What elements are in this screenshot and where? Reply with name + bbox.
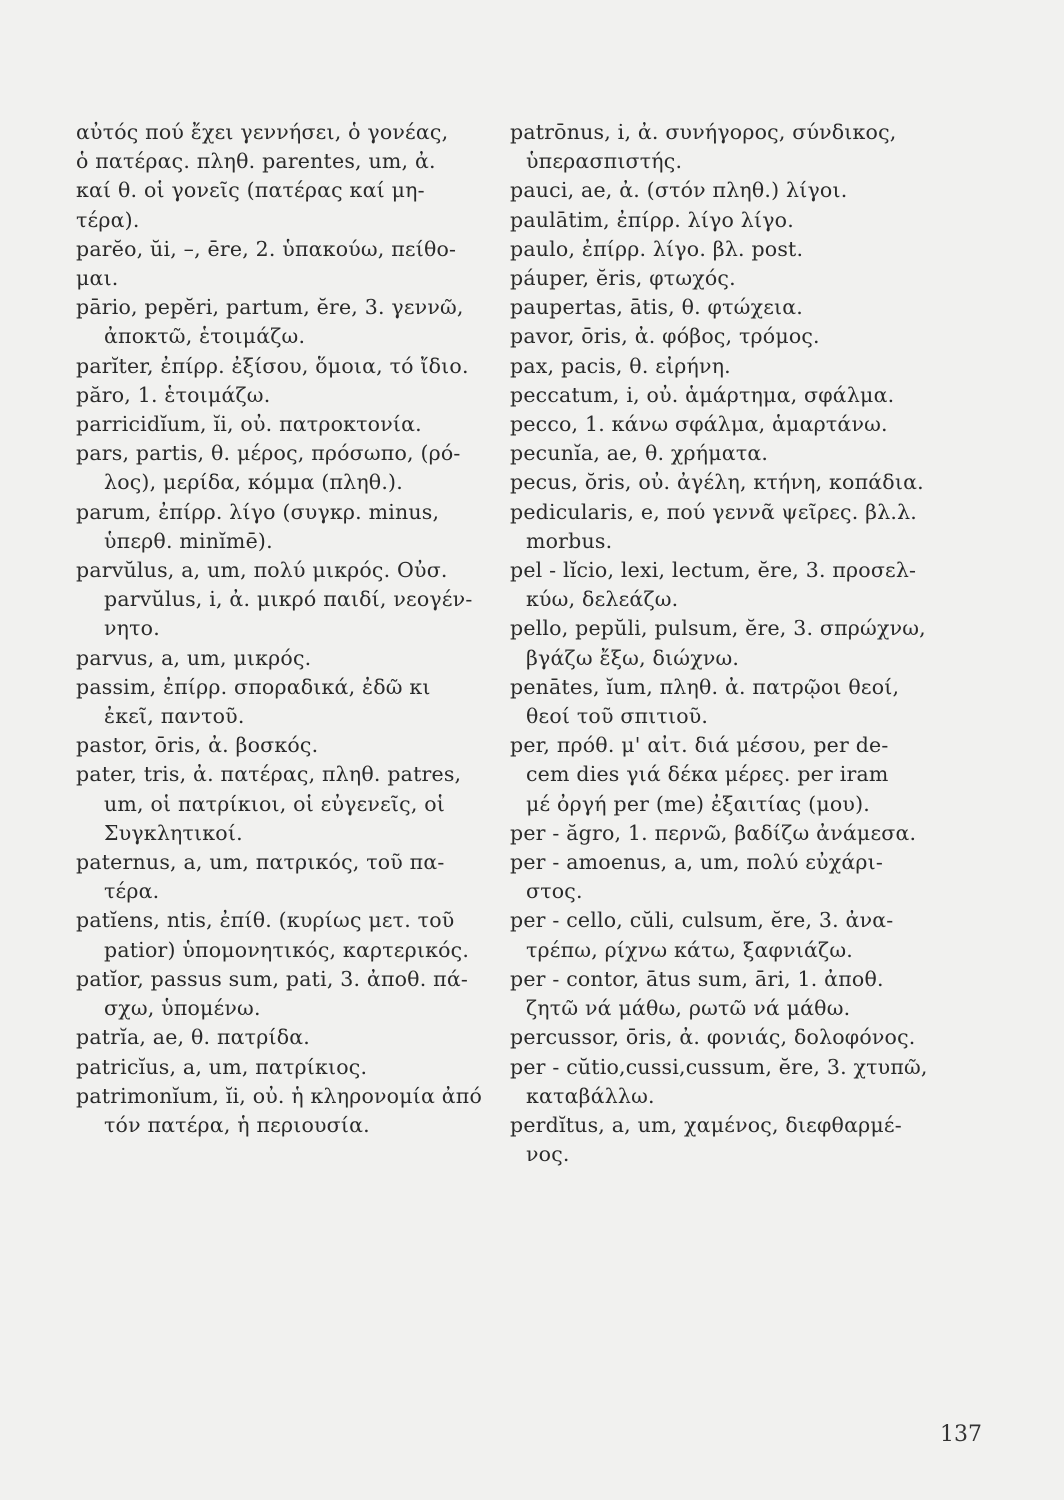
left-column-line: pars, partis, θ. μέρος, πρόσωπο, (ρό- (76, 441, 461, 466)
right-column-line: patrōnus, i, ἀ. συνήγορος, σύνδικος, (510, 120, 897, 144)
right-column-line: per - amoenus, a, um, πολύ εὐχάρι- (510, 850, 883, 875)
left-column-line: τέρα. (104, 879, 160, 904)
right-column-line: per - ăgro, 1. περνῶ, βαδίζω ἀνάμεσα. (510, 820, 917, 845)
right-column-line: καταβάλλω. (526, 1083, 655, 1108)
left-column-line: parĭter, ἐπίρρ. ἐξίσου, ὅμοια, τό ἴδιο. (76, 353, 469, 378)
right-column-line: νος. (526, 1142, 570, 1167)
right-column-line: paulo, ἐπίρρ. λίγο. βλ. post. (510, 236, 804, 261)
left-column-line: passim, ἐπίρρ. σποραδικά, ἐδῶ κι (76, 674, 431, 699)
right-column-line: pavor, ōris, ἀ. φόβος, τρόμος. (510, 324, 820, 349)
right-column-line: percussor, ōris, ἀ. φονιάς, δολοφόνος. (510, 1025, 916, 1050)
right-column-line: κύω, δελεάζω. (526, 587, 679, 612)
left-column-line: ἀποκτῶ, ἑτοιμάζω. (104, 324, 306, 349)
left-column-line: pater, tris, ἀ. πατέρας, πληθ. patres, (76, 762, 462, 787)
right-column-line: páuper, ĕris, φτωχός. (510, 266, 736, 291)
left-column-line: păro, 1. ἑτοιμάζω. (76, 382, 271, 407)
right-column-line: morbus. (526, 528, 613, 553)
right-column-line: per - contor, ātus sum, āri, 1. ἀποθ. (510, 966, 884, 991)
left-column-line: σχω, ὑπομένω. (104, 996, 261, 1021)
page-number: 137 (940, 1422, 982, 1447)
right-column-line: perdĭtus, a, um, χαμένος, διεφθαρμέ- (510, 1112, 902, 1137)
right-column-line: per, πρόθ. μ' αἰτ. διά μέσου, per de- (510, 733, 889, 758)
left-column-line: ἐκεῖ, παντοῦ. (104, 704, 245, 729)
right-column-line: ζητῶ νά μάθω, ρωτῶ νά μάθω. (526, 996, 851, 1021)
left-column-line: paternus, a, um, πατρικός, τοῦ πα- (76, 850, 445, 875)
left-column-line: parvŭlus, i, ἀ. μικρό παιδί, νεογέν- (104, 587, 473, 612)
left-column-line: λος), μερίδα, κόμμα (πληθ.). (104, 470, 403, 495)
right-column-line: penātes, ĭum, πληθ. ἀ. πατρῷοι θεοί, (510, 674, 900, 699)
left-column-line: patrĭa, ae, θ. πατρίδα. (76, 1025, 311, 1050)
right-column-line: paupertas, ātis, θ. φτώχεια. (510, 295, 804, 320)
left-column-line: parricidĭum, ĭi, οὐ. πατροκτονία. (76, 412, 422, 437)
right-column (510, 118, 990, 1169)
right-column-line: pauci, ae, ἀ. (στόν πληθ.) λίγοι. (510, 178, 848, 203)
left-column-line: patricĭus, a, um, πατρίκιος. (76, 1054, 368, 1079)
left-column-line: τέρα). (76, 207, 140, 232)
left-column-line: Συγκλητικοί. (104, 820, 243, 845)
left-column-line: patĭens, ntis, ἐπίθ. (κυρίως μετ. τοῦ (76, 908, 455, 933)
left-column-line: νητο. (104, 616, 160, 641)
right-column-line: pecco, 1. κάνω σφάλμα, ἁμαρτάνω. (510, 412, 888, 437)
right-column-line: pedicularis, e, πού γεννᾶ ψεῖρες. βλ.λ. (510, 499, 918, 524)
right-column-line: ὑπερασπιστής. (526, 149, 683, 174)
left-column-line: um, οἱ πατρίκιοι, οἱ εὐγενεῖς, οἱ (104, 791, 446, 816)
right-column-line: pecus, ŏris, οὐ. ἀγέλη, κτήνη, κοπάδια. (510, 470, 924, 495)
left-column-line: parvus, a, um, μικρός. (76, 645, 312, 670)
right-column-line: pello, pepŭli, pulsum, ĕre, 3. σπρώχνω, (510, 616, 926, 641)
right-column-line: βγάζω ἔξω, διώχνω. (526, 645, 740, 670)
right-column-line: μέ ὀργή per (me) ἐξαιτίας (μου). (526, 791, 870, 816)
right-column-line: θεοί τοῦ σπιτιοῦ. (526, 704, 709, 729)
left-column-line: parĕo, ŭi, –, ēre, 2. ὑπακούω, πείθο- (76, 236, 457, 261)
left-column-line: τόν πατέρα, ἡ περιουσία. (104, 1112, 370, 1137)
left-column-line: patior) ὑπομονητικός, καρτερικός. (104, 937, 470, 962)
left-column-line: αὐτός πού ἔχει γεννήσει, ὁ γονέας, (76, 120, 449, 144)
right-column-line: cem dies γιά δέκα μέρες. per iram (526, 762, 889, 787)
right-column-line: paulātim, ἐπίρρ. λίγο λίγο. (510, 207, 794, 232)
left-column-line: ὁ πατέρας. πληθ. parentes, um, ἀ. (76, 149, 436, 174)
left-column-line: pārio, pepĕri, partum, ĕre, 3. γεννῶ, (76, 295, 464, 320)
left-column-line: ὑπερθ. minĭmē). (104, 528, 273, 553)
right-column-line: pax, pacis, θ. εἰρήνη. (510, 353, 731, 378)
right-column-line: peccatum, i, οὐ. ἁμάρτημα, σφάλμα. (510, 382, 895, 407)
left-column-line: patrimonĭum, ĭi, οὐ. ἡ κληρονομία ἀπό (76, 1083, 482, 1108)
left-column-line: pastor, ōris, ἀ. βοσκός. (76, 733, 319, 758)
right-column-line: τρέπω, ρίχνω κάτω, ξαφνιάζω. (526, 937, 853, 962)
left-column-line: parvŭlus, a, um, πολύ μικρός. Οὐσ. (76, 558, 448, 583)
right-column-line: per - cello, cŭli, culsum, ĕre, 3. ἀνα- (510, 908, 894, 933)
left-column-line: καί θ. οἱ γονεῖς (πατέρας καί μη- (76, 178, 425, 203)
right-column-line: στος. (526, 879, 583, 904)
right-column-line: pel - lĭcio, lexi, lectum, ĕre, 3. προσελ- (510, 558, 917, 583)
right-column-line: pecunĭa, ae, θ. χρήματα. (510, 441, 769, 466)
right-column-line: per - cŭtio,cussi,cussum, ĕre, 3. χτυπῶ, (510, 1054, 928, 1079)
left-column (76, 118, 506, 1140)
left-column-line: μαι. (76, 266, 119, 291)
left-column-line: parum, ἐπίρρ. λίγο (συγκρ. minus, (76, 499, 440, 524)
left-column-line: patĭor, passus sum, pati, 3. ἀποθ. πά- (76, 966, 469, 991)
